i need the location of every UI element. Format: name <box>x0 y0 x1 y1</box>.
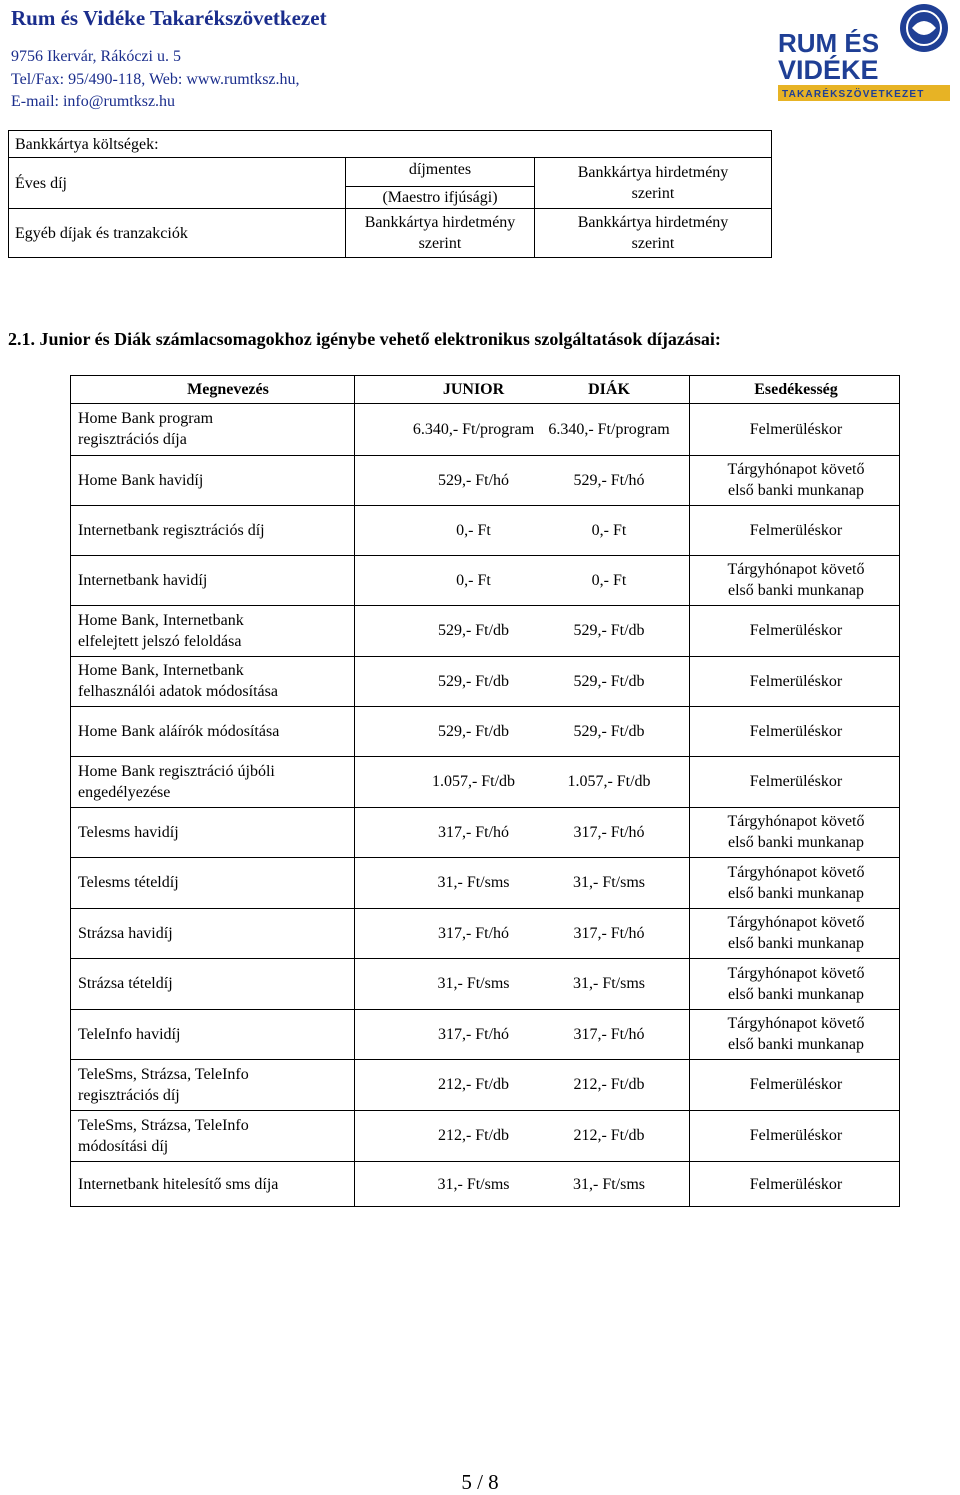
due-date-text: Tárgyhónapot követő <box>727 561 865 578</box>
service-name <box>78 1110 378 1161</box>
due-date <box>691 857 901 908</box>
annual-fee-label: Éves díj <box>9 158 346 209</box>
annual-fee-col2-line1: Bankkártya hirdetmény <box>577 164 729 181</box>
annual-fee-col1-line2: (Maestro ifjúsági) <box>382 189 498 206</box>
card-costs-title: Bankkártya költségek: <box>9 131 772 158</box>
due-date <box>691 706 901 756</box>
junior-fee-text: 212,- Ft/db <box>437 1076 510 1093</box>
junior-fee-text: 529,- Ft/hó <box>437 471 510 489</box>
service-name-text: Strázsa havidíj <box>78 924 173 942</box>
diak-fee-text: 0,- Ft <box>591 571 627 589</box>
due-date-text: első banki munkanap <box>728 582 864 599</box>
service-name-text: Internetbank havidíj <box>78 571 208 589</box>
diak-fee <box>529 505 689 555</box>
due-date <box>691 505 901 555</box>
column-divider <box>689 376 690 1206</box>
diak-fee-text: 529,- Ft/db <box>573 622 645 639</box>
diak-fee <box>529 807 689 857</box>
header-name: Megnevezés <box>187 381 269 398</box>
due-date-text: Tárgyhónapot követő <box>727 813 865 830</box>
diak-fee-text: 31,- Ft/sms <box>572 1176 645 1193</box>
other-fees-col1-line1: Bankkártya hirdetmény <box>364 214 516 231</box>
due-date-text: Tárgyhónapot követő <box>727 1015 865 1032</box>
due-date-text: Tárgyhónapot követő <box>727 863 865 881</box>
due-date-text: első banki munkanap <box>728 884 864 902</box>
due-date <box>691 1161 901 1208</box>
service-name-text: TeleSms, Strázsa, TeleInfo <box>78 1116 249 1134</box>
annual-fee-col1-line1: díjmentes <box>346 158 534 187</box>
due-date-text: első banki munkanap <box>728 834 864 851</box>
due-date-text: Felmerüléskor <box>749 1076 843 1093</box>
bank-email: E-mail: info@rumtksz.hu <box>11 93 176 110</box>
service-name-text: TeleInfo havidíj <box>78 1025 181 1043</box>
due-date-text: Felmerüléskor <box>749 1176 843 1193</box>
diak-fee <box>529 1059 689 1110</box>
diak-fee-text: 212,- Ft/db <box>573 1076 645 1093</box>
service-name-text: Home Bank havidíj <box>78 471 204 489</box>
diak-fee-text: 31,- Ft/sms <box>572 874 645 891</box>
service-name <box>78 656 378 706</box>
due-date <box>691 958 901 1009</box>
diak-fee <box>529 1009 689 1059</box>
junior-fee-text: 6.340,- Ft/program <box>412 420 535 438</box>
diak-fee <box>529 958 689 1009</box>
bank-contact: Tel/Fax: 95/490-118, Web: www.rumtksz.hu, <box>11 71 300 88</box>
bank-name: Rum és Vidéke Takarékszövetkezet <box>11 6 327 30</box>
logo-tagline: TAKARÉKSZÖVETKEZET <box>782 89 925 100</box>
diak-fee <box>529 403 689 455</box>
service-name-text: Internetbank regisztrációs díj <box>78 521 265 539</box>
service-name <box>78 807 378 857</box>
service-name <box>78 555 378 605</box>
junior-fee-text: 31,- Ft/sms <box>437 975 510 992</box>
service-name-text: engedélyezése <box>78 783 171 801</box>
diak-fee <box>529 908 689 958</box>
service-name <box>78 605 378 656</box>
due-date-text: Felmerüléskor <box>749 420 843 438</box>
diak-fee-text: 6.340,- Ft/program <box>548 420 670 438</box>
due-date-text: Tárgyhónapot követő <box>727 964 865 982</box>
due-date-text: Tárgyhónapot követő <box>727 914 865 931</box>
due-date-text: első banki munkanap <box>728 1036 864 1053</box>
junior-fee-text: 31,- Ft/sms <box>437 874 510 891</box>
service-name <box>78 1009 378 1059</box>
service-name <box>78 403 378 455</box>
service-name-text: Telesms havidíj <box>78 823 179 841</box>
page-number: 5 / 8 <box>461 1470 499 1494</box>
service-name-text: Telesms tételdíj <box>78 874 179 891</box>
diak-fee <box>529 605 689 656</box>
junior-fee-text: 0,- Ft <box>456 521 491 539</box>
logo-line2: VIDÉKE <box>778 55 879 85</box>
diak-fee-text: 31,- Ft/sms <box>572 975 645 992</box>
due-date-text: első banki munkanap <box>728 935 864 952</box>
other-fees-col2-line2: szerint <box>631 235 675 252</box>
section-heading: 2.1. Junior és Diák számlacsomagokhoz igénybe vehető elektronikus szolgáltatások díjazásai: <box>8 329 721 349</box>
service-name <box>78 958 378 1009</box>
diak-fee <box>529 555 689 605</box>
service-name <box>78 1059 378 1110</box>
due-date-text: első banki munkanap <box>728 985 864 1003</box>
diak-fee <box>529 656 689 706</box>
diak-fee <box>529 1110 689 1161</box>
diak-fee-text: 529,- Ft/hó <box>573 471 645 489</box>
card-costs-table <box>8 130 772 258</box>
junior-fee-text: 529,- Ft/db <box>437 622 510 639</box>
junior-fee-text: 317,- Ft/hó <box>437 1025 510 1043</box>
bank-address: 9756 Ikervár, Rákóczi u. 5 <box>11 48 181 65</box>
service-name <box>78 1161 378 1208</box>
due-date <box>691 1110 901 1161</box>
service-name-text: Home Bank, Internetbank <box>78 662 244 679</box>
diak-fee <box>529 756 689 807</box>
service-name-text: módosítási díj <box>78 1137 169 1155</box>
other-fees-col1-line2: szerint <box>418 235 462 252</box>
due-date <box>691 656 901 706</box>
service-name-text: TeleSms, Strázsa, TeleInfo <box>78 1065 249 1083</box>
due-date-text: Felmerüléskor <box>749 1127 843 1144</box>
service-name-text: Home Bank regisztráció újbóli <box>78 762 275 780</box>
service-name <box>78 756 378 807</box>
junior-fee-text: 1.057,- Ft/db <box>431 773 516 790</box>
diak-fee <box>529 1161 689 1208</box>
diak-fee <box>529 857 689 908</box>
due-date-text: Felmerüléskor <box>749 521 843 539</box>
service-name-text: Internetbank hitelesítő sms díja <box>78 1176 279 1193</box>
services-table <box>70 375 900 1207</box>
service-name <box>78 455 378 505</box>
service-name-text: felhasználói adatok módosítása <box>78 683 278 700</box>
diak-fee <box>529 706 689 756</box>
due-date-text: Tárgyhónapot követő <box>727 461 865 478</box>
service-name <box>78 706 378 756</box>
header-due: Esedékesség <box>754 381 838 398</box>
header-diak: DIÁK <box>588 381 630 398</box>
service-name-text: elfelejtett jelszó feloldása <box>78 632 242 650</box>
due-date <box>691 807 901 857</box>
junior-fee-text: 212,- Ft/db <box>437 1127 510 1144</box>
diak-fee-text: 1.057,- Ft/db <box>567 773 651 790</box>
service-name-text: regisztrációs díja <box>78 431 187 448</box>
service-name-text: Home Bank, Internetbank <box>78 611 244 629</box>
logo-line1: RUM ÉS <box>778 28 880 58</box>
junior-fee-text: 317,- Ft/hó <box>437 924 510 942</box>
diak-fee-text: 317,- Ft/hó <box>573 924 645 942</box>
due-date <box>691 756 901 807</box>
due-date <box>691 1009 901 1059</box>
due-date-text: Felmerüléskor <box>749 622 843 639</box>
service-name <box>78 857 378 908</box>
due-date <box>691 605 901 656</box>
junior-fee-text: 529,- Ft/db <box>437 672 510 690</box>
due-date-text: Felmerüléskor <box>749 672 843 690</box>
service-name-text: Home Bank program <box>78 410 214 427</box>
header-junior: JUNIOR <box>442 381 505 398</box>
diak-fee-text: 529,- Ft/db <box>573 722 645 740</box>
due-date <box>691 555 901 605</box>
junior-fee-text: 31,- Ft/sms <box>437 1176 510 1193</box>
due-date-text: Felmerüléskor <box>749 722 843 740</box>
due-date <box>691 1059 901 1110</box>
due-date-text: Felmerüléskor <box>749 773 843 790</box>
junior-fee-text: 0,- Ft <box>456 571 491 589</box>
due-date-text: első banki munkanap <box>728 482 864 499</box>
service-name-text: Home Bank aláírók módosítása <box>78 722 280 740</box>
other-fees-col2-line1: Bankkártya hirdetmény <box>577 214 729 231</box>
service-name <box>78 505 378 555</box>
service-name-text: Strázsa tételdíj <box>78 975 173 992</box>
diak-fee-text: 529,- Ft/db <box>573 672 645 690</box>
due-date <box>691 403 901 455</box>
junior-fee-text: 529,- Ft/db <box>437 722 510 740</box>
service-name <box>78 908 378 958</box>
bank-logo <box>778 4 954 104</box>
diak-fee-text: 317,- Ft/hó <box>573 823 645 841</box>
diak-fee <box>529 455 689 505</box>
diak-fee-text: 212,- Ft/db <box>573 1127 645 1144</box>
junior-fee-text: 317,- Ft/hó <box>437 823 510 841</box>
annual-fee-col2-line2: szerint <box>631 185 675 202</box>
diak-fee-text: 0,- Ft <box>591 521 627 539</box>
other-fees-label: Egyéb díjak és tranzakciók <box>9 209 346 258</box>
service-name-text: regisztrációs díj <box>78 1086 180 1104</box>
due-date <box>691 455 901 505</box>
due-date <box>691 908 901 958</box>
diak-fee-text: 317,- Ft/hó <box>573 1025 645 1043</box>
